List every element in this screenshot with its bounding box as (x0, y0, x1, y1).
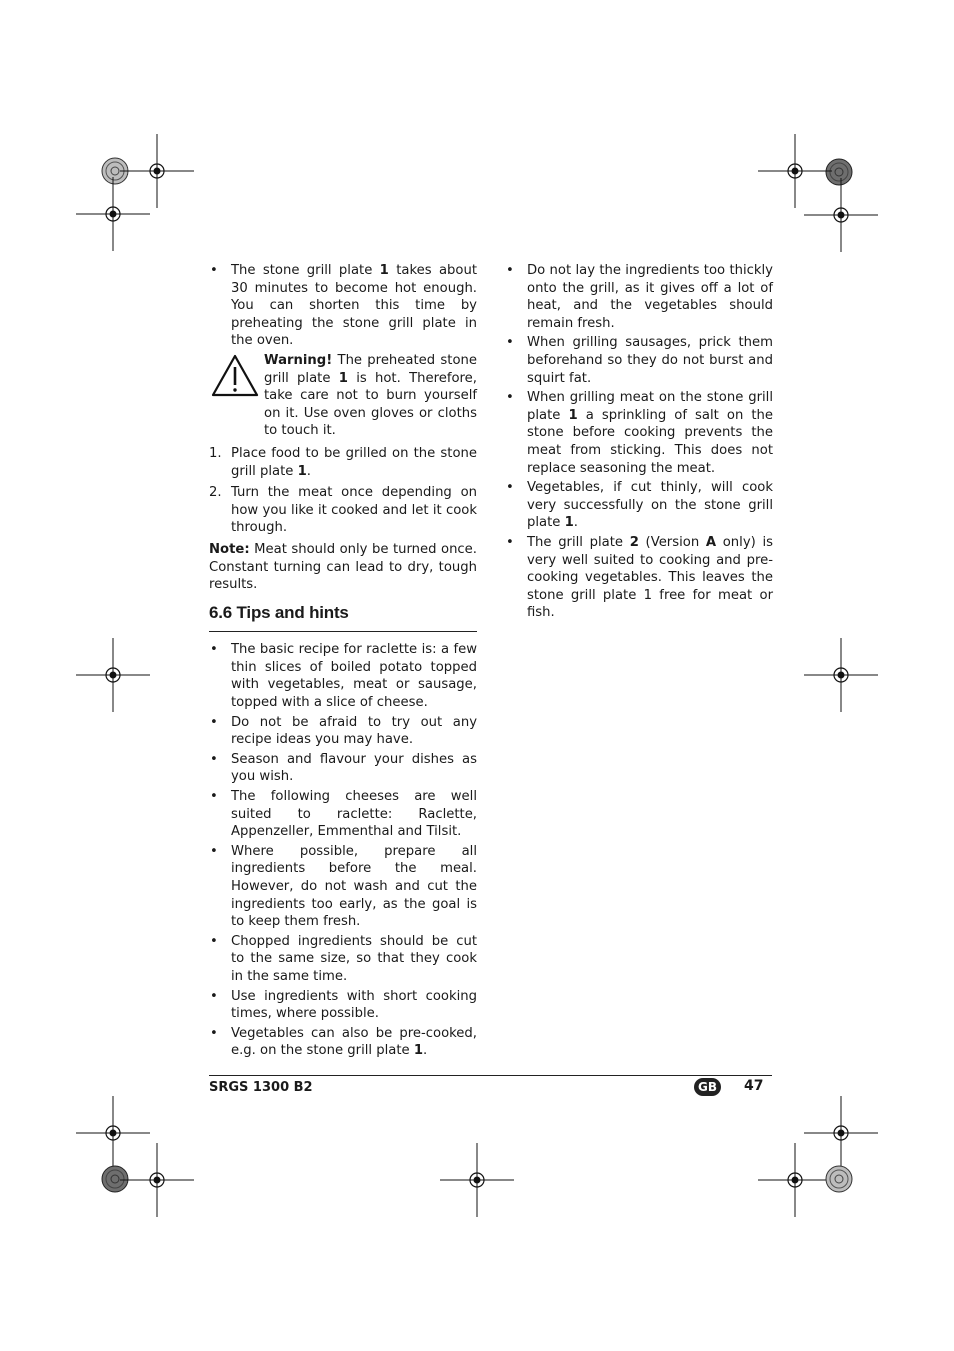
list-item: • When grilling sausages, prick them beforehand so they do not burst and squirt fat. (505, 334, 773, 387)
list-item: • The following cheeses are well suited to raclette: Raclette, Appenzeller, Emmenthal and Tilsit. (209, 788, 477, 841)
list-item: • Vegetables, if cut thinly, will cook very successfully on the stone grill plate 1. (505, 479, 773, 532)
warning-triangle-icon (211, 354, 259, 398)
intro-list (209, 262, 477, 350)
register-crosshair-icon (758, 134, 832, 208)
register-crosshair-icon (120, 1143, 194, 1217)
page-footer (209, 1075, 772, 1095)
warning-label: Warning! (264, 352, 333, 368)
register-sun-icon (826, 159, 852, 185)
list-item: • Where possible, prepare all ingredients before the meal. However, do not wash and cut the ingredients too early, as the goal is to keep them fresh. (209, 843, 477, 931)
register-crosshair-icon (440, 1143, 514, 1217)
note-paragraph: Note: Meat should only be turned once. Constant turning can lead to dry, tough results. (209, 541, 477, 593)
right-column (505, 262, 773, 624)
register-crosshair-icon (76, 638, 150, 712)
register-crosshair-icon (804, 178, 878, 252)
note-label: Note: (209, 541, 250, 557)
steps-list (209, 445, 477, 537)
list-item: • Use ingredients with short cooking times, where possible. (209, 988, 477, 1023)
list-item: • Chopped ingredients should be cut to the same size, so that they cook in the same time. (209, 933, 477, 986)
tips-list (209, 641, 477, 1060)
list-item: • The basic recipe for raclette is: a few thin slices of boiled potato topped with vegetables, meat or sausage, topped with a slice of cheese. (209, 641, 477, 711)
register-crosshair-icon (758, 1143, 832, 1217)
list-item: • Vegetables can also be pre-cooked, e.g. on the stone grill plate 1. (209, 1025, 477, 1060)
page-number: 47 (744, 1078, 764, 1094)
register-sun-icon (102, 1166, 128, 1192)
section-heading: 6.6 Tips and hints (209, 604, 477, 633)
register-crosshair-icon (76, 1096, 150, 1170)
list-item: • The grill plate 2 (Version A only) is very well suited to cooking and pre-cooking vegetables. This leaves the stone grill plate 1 free for meat or fish. (505, 534, 773, 622)
list-item: • The stone grill plate 1 takes about 30 minutes to become hot enough. You can shorten this time by preheating the stone grill plate in the oven. (209, 262, 477, 350)
list-item: • Season and flavour your dishes as you wish. (209, 751, 477, 786)
language-badge: GB (694, 1078, 721, 1096)
list-item: • Do not be afraid to try out any recipe ideas you may have. (209, 714, 477, 749)
register-crosshair-icon (76, 177, 150, 251)
left-column (209, 262, 477, 1062)
model-name: SRGS 1300 B2 (209, 1080, 313, 1095)
list-item: • When grilling meat on the stone grill plate 1 a sprinkling of salt on the stone before cooking prevents the meat from sticking. This does not replace seasoning the meat. (505, 389, 773, 477)
right-tips-list (505, 262, 773, 622)
register-crosshair-icon (804, 1096, 878, 1170)
list-item: 2. Turn the meat once depending on how you like it cooked and let it cook through. (209, 485, 477, 536)
register-sun-icon (826, 1166, 852, 1192)
list-item: 1. Place food to be grilled on the stone grill plate 1. (209, 445, 477, 479)
warning-box: Warning! The preheated stone grill plate 1 is hot. Therefore, take care not to burn yourself on it. Use oven gloves or cloths to touch it. (209, 352, 477, 440)
register-crosshair-icon (804, 638, 878, 712)
register-crosshair-icon (120, 134, 194, 208)
list-item: • Do not lay the ingredients too thickly onto the grill, as it gives off a lot of heat, and the vegetables should remain fresh. (505, 262, 773, 332)
